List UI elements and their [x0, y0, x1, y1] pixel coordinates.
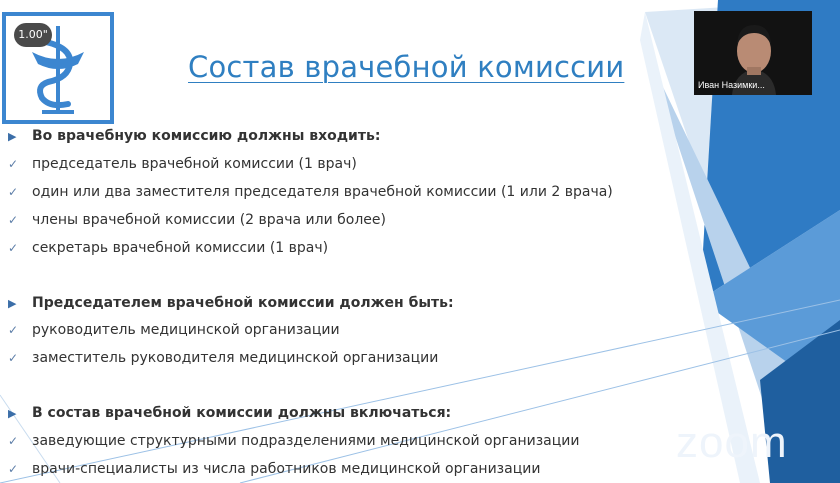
- section-heading: ▶ Председателем врачебной комиссии должен быть:: [8, 295, 454, 311]
- check-icon: ✓: [8, 462, 19, 476]
- check-icon: ✓: [8, 157, 19, 171]
- participant-name-label: Иван Назимки...: [698, 80, 765, 90]
- check-icon: ✓: [8, 185, 19, 199]
- list-item: ✓ руководитель медицинской организации: [8, 322, 340, 338]
- participant-video-tile[interactable]: [694, 11, 812, 95]
- check-icon: ✓: [8, 323, 19, 337]
- list-item: ✓ секретарь врачебной комиссии (1 врач): [8, 240, 329, 256]
- list-item: ✓ председатель врачебной комиссии (1 врач): [8, 156, 357, 172]
- triangle-bullet-icon: ▶: [8, 297, 17, 310]
- triangle-bullet-icon: ▶: [8, 407, 17, 420]
- check-icon: ✓: [8, 241, 19, 255]
- slide-title: Состав врачебной комиссии: [188, 50, 625, 84]
- list-item: ✓ члены врачебной комиссии (2 врача или более): [8, 212, 386, 228]
- section-heading: ▶ Во врачебную комиссию должны входить:: [8, 128, 381, 144]
- check-icon: ✓: [8, 434, 19, 448]
- check-icon: ✓: [8, 351, 19, 365]
- zoom-level-badge: 1.00": [14, 23, 52, 47]
- zoom-watermark: zoom: [676, 418, 788, 467]
- section-heading: ▶ В состав врачебной комиссии должны включаться:: [8, 405, 452, 421]
- list-item: ✓ заведующие структурными подразделениями медицинской организации: [8, 433, 580, 449]
- check-icon: ✓: [8, 213, 19, 227]
- list-item: ✓ заместитель руководителя медицинской организации: [8, 350, 439, 366]
- triangle-bullet-icon: ▶: [8, 130, 17, 143]
- list-item: ✓ врачи-специалисты из числа работников медицинской организации: [8, 461, 541, 477]
- list-item: ✓ один или два заместителя председателя врачебной комиссии (1 или 2 врача): [8, 184, 613, 200]
